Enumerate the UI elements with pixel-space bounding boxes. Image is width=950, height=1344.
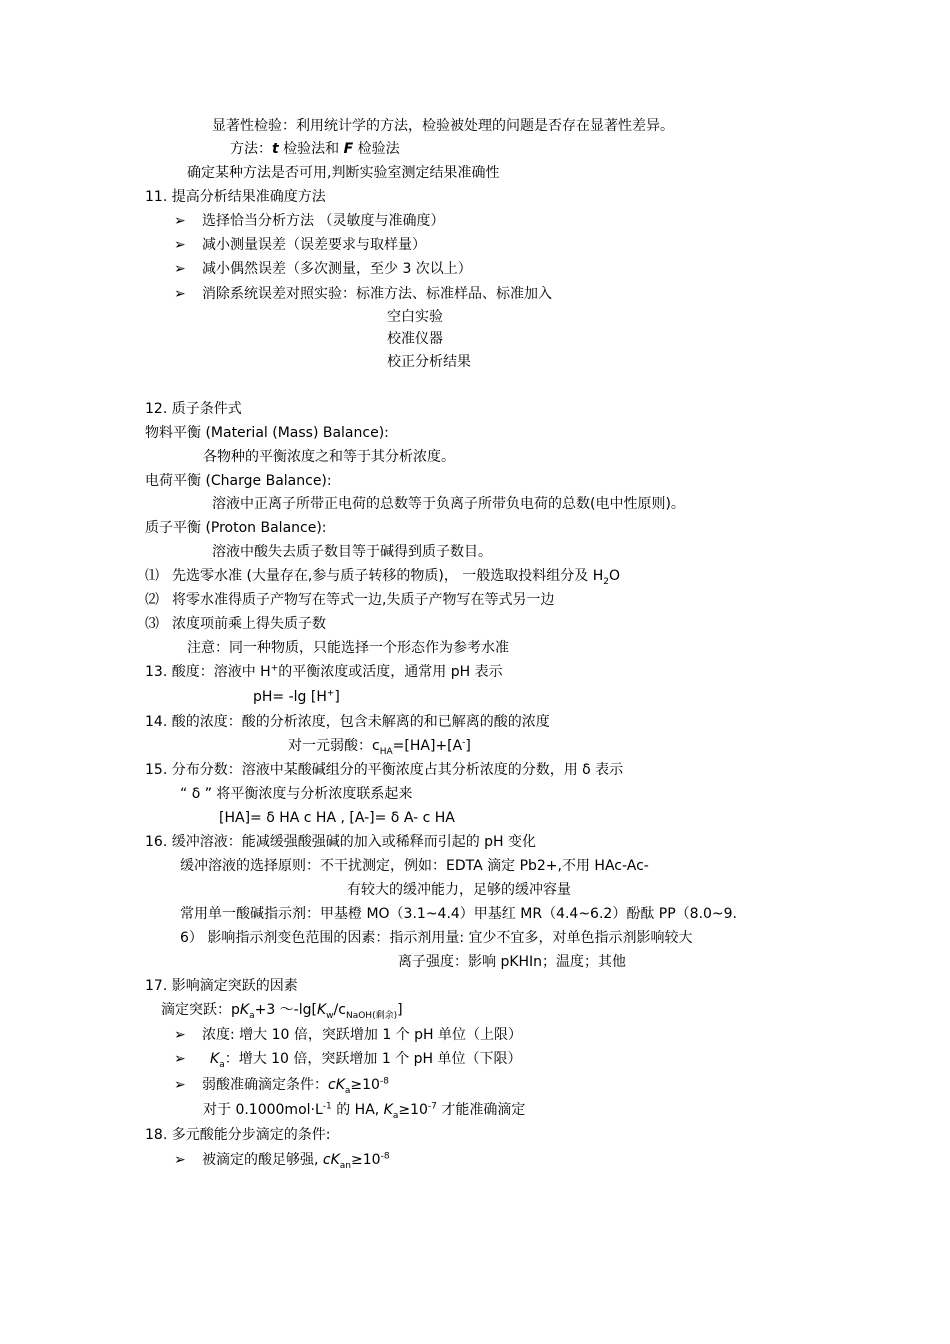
bullet-item: ➢ 消除系统误差对照实验：标准方法、标准样品、标准加入 (174, 286, 552, 302)
text-line: 方法：t 检验法和 F 检验法 (230, 141, 400, 157)
item-number: ⑴ (145, 568, 159, 584)
text-line: 离子强度：影响 pKHIn；温度；其他 (398, 954, 627, 970)
numbered-item: ⑴ 先选零水准 (大量存在,参与质子转移的物质)， 一般选取投料组分及 $H_2O$ (145, 568, 621, 587)
bullet-item: ➢ 选择恰当分析方法 （灵敏度与准确度） (174, 213, 445, 229)
text-line: 质子平衡 (Proton Balance): (145, 520, 327, 536)
formula: pH= -lg [H+] (253, 688, 340, 705)
text-line: 溶液中正离子所带正电荷的总数等于负离子所带负电荷的总数(电中性原则)。 (212, 496, 685, 512)
numbered-item: ⑵ 将零水准得质子产物写在等式一边,失质子产物写在等式另一边 (145, 592, 555, 608)
section-heading: 16. 缓冲溶液：能减缓强酸强碱的加入或稀释而引起的 pH 变化 (145, 834, 537, 850)
text-line: 溶液中酸失去质子数目等于碱得到质子数目。 (212, 544, 492, 560)
arrow-bullet-icon: ➢ (174, 1051, 186, 1067)
text-line: “ δ ” 将平衡浓度与分析浓度联系起来 (180, 786, 413, 802)
arrow-bullet-icon: ➢ (174, 1027, 186, 1043)
arrow-bullet-icon: ➢ (174, 237, 186, 253)
text-line: 确定某种方法是否可用,判断实验室测定结果准确性 (187, 165, 500, 181)
text-line: 对于 $0.1000mol\cdot L^{-1}$ 的 HA, $K_a\ge 10^{-7}$ 才能准确滴定 (203, 1101, 526, 1121)
bullet-item: ➢ 减小测量误差（误差要求与取样量） (174, 237, 426, 253)
numbered-item: ⑶ 浓度项前乘上得失质子数 (145, 616, 326, 632)
bullet-item: ➢ 弱酸准确滴定条件：$cK_a\ge 10^{-8}$ (174, 1076, 389, 1096)
section-heading: 12. 质子条件式 (145, 401, 242, 417)
section-heading: 11. 提高分析结果准确度方法 (145, 189, 326, 205)
formula: 对一元弱酸：$c_{HA}=[HA]+[A^-]$ (288, 737, 471, 757)
text-line: 有较大的缓冲能力，足够的缓冲容量 (347, 882, 571, 898)
arrow-bullet-icon: ➢ (174, 213, 186, 229)
text-line: 注意：同一种物质，只能选择一个形态作为参考水准 (187, 640, 509, 656)
text-line: 各物种的平衡浓度之和等于其分析浓度。 (203, 449, 455, 465)
bullet-item: ➢ 减小偶然误差（多次测量，至少 3 次以上） (174, 261, 472, 277)
section-heading: 18. 多元酸能分步滴定的条件: (145, 1127, 331, 1143)
bullet-item: ➢ 被滴定的酸足够强, $cK_{an}\ge 10^{-8}$ (174, 1151, 390, 1171)
arrow-bullet-icon: ➢ (174, 1077, 186, 1093)
section-heading: 15. 分布分数：溶液中某酸碱组分的平衡浓度占其分析浓度的分数，用 δ 表示 (145, 762, 624, 778)
text-line: 常用单一酸碱指示剂：甲基橙 MO（3.1~4.4）甲基红 MR（4.4~6.2）酚酞 PP（8.0~9. (180, 906, 738, 922)
text-line: 校正分析结果 (387, 354, 471, 370)
text-line: 空白实验 (387, 309, 443, 325)
bullet-item: ➢ $K_a$：增大 10 倍，突跃增加 1 个 pH 单位（下限） (174, 1051, 522, 1070)
arrow-bullet-icon: ➢ (174, 261, 186, 277)
formula: [HA]= δ HA c HA , [A-]= δ A- c HA (219, 810, 455, 826)
item-number: ⑵ (145, 592, 159, 608)
text-line: 缓冲溶液的选择原则：不干扰测定，例如：EDTA 滴定 Pb2+,不用 HAc-Ac- (180, 858, 649, 874)
arrow-bullet-icon: ➢ (174, 1152, 186, 1168)
text-line: 显著性检验：利用统计学的方法，检验被处理的问题是否存在显著性差异。 (212, 118, 674, 134)
section-heading: 14. 酸的浓度：酸的分析浓度，包含未解离的和已解离的酸的浓度 (145, 714, 550, 730)
section-heading: 13. 酸度：溶液中 H+的平衡浓度或活度，通常用 pH 表示 (145, 663, 503, 680)
text-line: 6） 影响指示剂变色范围的因素：指示剂用量: 宜少不宜多，对单色指示剂影响较大 (180, 930, 693, 946)
text-line: 物料平衡 (Material (Mass) Balance): (145, 425, 389, 441)
formula: 滴定突跃：$pK_a+3$ $\sim-\lg[K_w/c_{NaOH(剩余)}]$ (161, 1002, 403, 1021)
section-heading: 17. 影响滴定突跃的因素 (145, 978, 298, 994)
bullet-item: ➢ 浓度: 增大 10 倍，突跃增加 1 个 pH 单位（上限） (174, 1027, 523, 1043)
text-line: 校准仪器 (387, 331, 443, 347)
arrow-bullet-icon: ➢ (174, 286, 186, 302)
item-number: ⑶ (145, 616, 159, 632)
text-line: 电荷平衡 (Charge Balance): (145, 473, 332, 489)
